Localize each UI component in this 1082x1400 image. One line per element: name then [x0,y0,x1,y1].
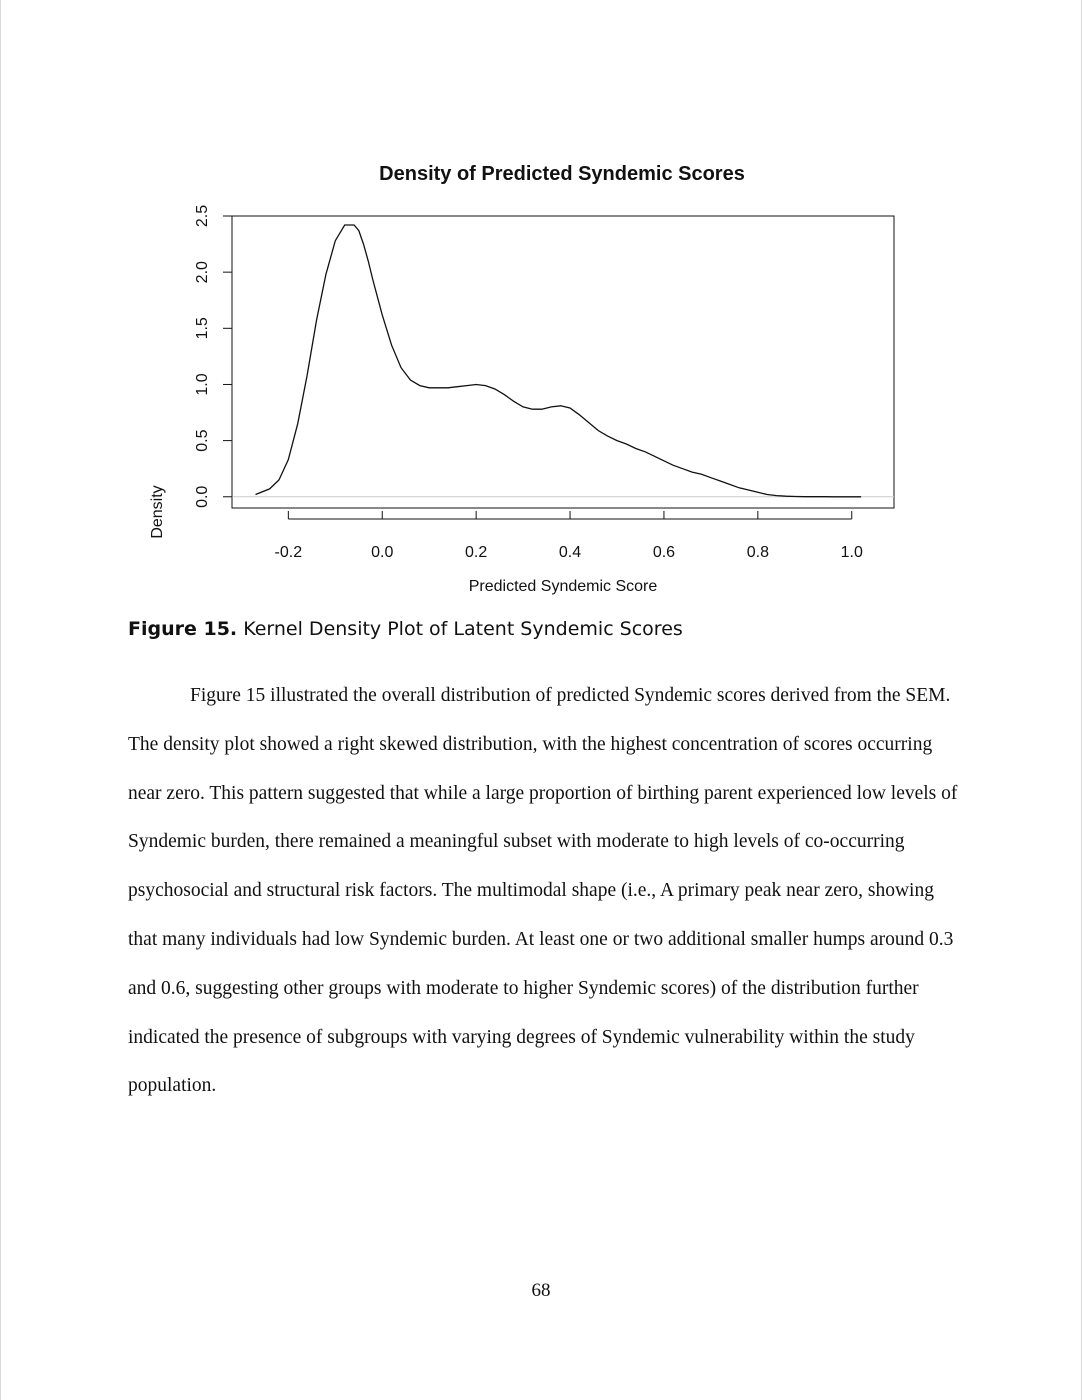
body-paragraph-text: Figure 15 illustrated the overall distribution of predicted Syndemic scores derived from the SEM. The density plot showed a right skewed distribution, with the highest concentration of scores occurring near zero. This pattern suggested that while a large proportion of birthing parent experienced low levels of Syndemic burden, there remained a meaningful subset with moderate to high levels of co-occurring psychosocial and structural risk factors. The multimodal shape (i.e., A primary peak near zero, showing that many individuals had low Syndemic burden. At least one or two additional smaller humps around 0.3 and 0.6, suggesting other groups with moderate to higher Syndemic scores) of the distribution further indicated the presence of subgroups with varying degrees of Syndemic vulnerability within the study population. [128,685,958,1097]
figure-caption [128,618,683,640]
x-tick-label: 1.0 [840,544,863,561]
density-chart [0,150,1082,610]
x-tick-label: 0.8 [746,544,769,561]
y-tick-label: 2.0 [194,261,211,284]
density-figure [0,150,1082,610]
x-axis [275,511,863,561]
x-tick-label: 0.6 [652,544,676,561]
caption-number: Figure 15. [128,618,238,640]
page-number: 68 [531,1280,551,1301]
x-tick-label: 0.0 [371,544,394,561]
x-axis-label: Predicted Syndemic Score [468,578,658,595]
plot-frame [232,216,894,508]
y-axis-label: Density [149,485,166,539]
x-tick-label: 0.4 [558,544,582,561]
chart-title: Density of Predicted Syndemic Scores [379,163,745,185]
x-tick-label: -0.2 [274,544,303,561]
body-paragraph [128,672,958,1111]
y-tick-label: 0.5 [194,429,211,452]
y-tick-label: 1.5 [194,317,211,340]
y-tick-label: 1.0 [194,373,211,396]
x-tick-label: 0.2 [465,544,488,561]
y-axis [194,205,232,508]
density-line [256,225,862,497]
y-tick-label: 2.5 [194,204,211,228]
caption-text: Kernel Density Plot of Latent Syndemic Scores [243,618,683,640]
y-tick-label: 0.0 [194,485,211,508]
